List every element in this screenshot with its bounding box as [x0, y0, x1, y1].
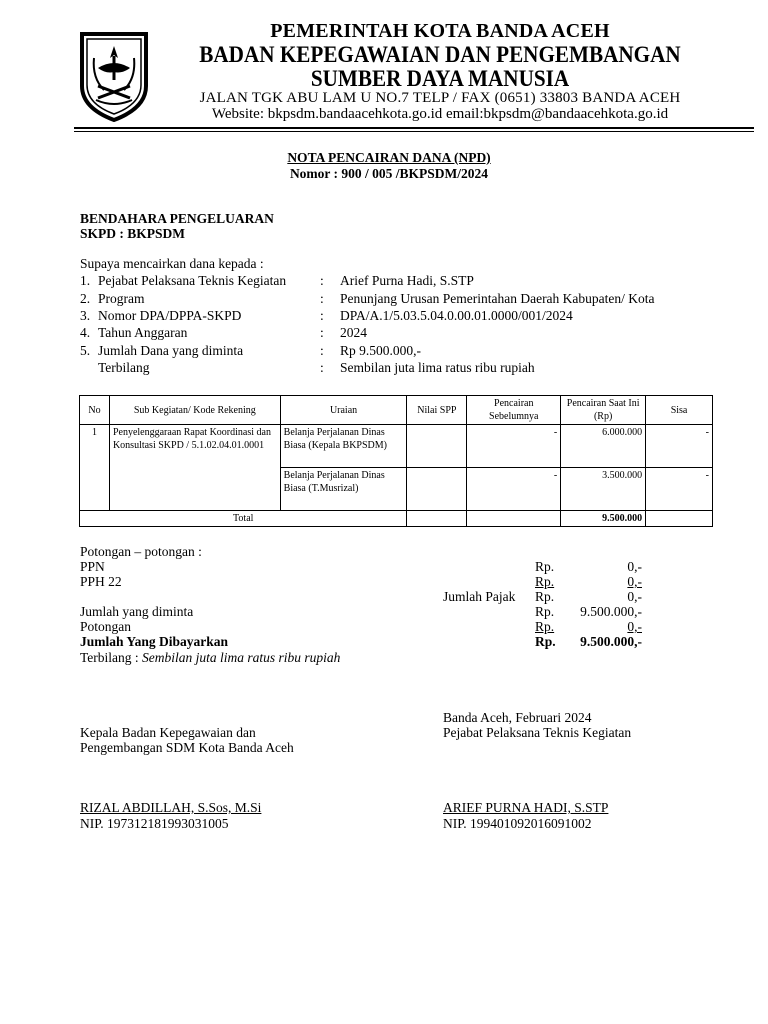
letterhead-address: JALAN TGK ABU LAM U NO.7 TELP / FAX (0651) 33803 BANDA ACEH — [199, 90, 681, 106]
potongan-currency: Rp. — [535, 619, 555, 634]
ppn-value: 0,- — [627, 559, 642, 574]
recipient-line1: BENDAHARA PENGELUARAN — [80, 211, 274, 226]
field-value: Arief Purna Hadi, S.STP — [340, 273, 474, 288]
field-value: 2024 — [340, 325, 367, 340]
sebelumnya-cell: - — [467, 425, 561, 468]
city-emblem-logo — [74, 28, 154, 122]
col-header-pencairan-saat-ini: Pencairan Saat Ini (Rp) — [561, 396, 646, 425]
sub-kegiatan-cell: Penyelenggaraan Rapat Koordinasi dan Konsultasi SKPD / 5.1.02.04.01.0001 — [109, 425, 280, 468]
field-no: 3. — [80, 308, 91, 323]
dibayarkan-label: Jumlah Yang Dibayarkan — [80, 634, 229, 649]
potongan-label: Potongan — [80, 619, 132, 634]
field-label: Pejabat Pelaksana Teknis Kegiatan — [98, 273, 287, 288]
col-header-no: No — [80, 396, 110, 425]
letterhead-website: Website: bkpsdm.bandaacehkota.go.id email:bkpsdm@bandaacehkota.go.id — [211, 106, 669, 122]
table-row — [80, 425, 713, 468]
col-header-pencairan-sebelumnya: Pencairan Sebelumnya — [467, 396, 561, 425]
sisa-cell: - — [646, 425, 713, 468]
jumlah-pajak-value: 0,- — [627, 589, 642, 604]
table-header-row — [80, 396, 713, 425]
jumlah-pajak-currency: Rp. — [535, 589, 555, 604]
sebelumnya-cell: - — [467, 468, 561, 511]
field-no: 2. — [80, 291, 91, 306]
dibayarkan-value: 9.500.000,- — [580, 634, 642, 649]
left-signatory-name: RIZAL ABDILLAH, S.Sos, M.Si — [80, 800, 262, 815]
field-sep: : — [320, 291, 324, 306]
diminta-value: 9.500.000,- — [580, 604, 642, 619]
field-label: Program — [98, 291, 145, 306]
document-number: Nomor : 900 / 005 /BKPSDM/2024 — [289, 166, 489, 181]
pph-label: PPH 22 — [80, 574, 122, 589]
col-header-nilai-spp: Nilai SPP — [407, 396, 467, 425]
row-number: 1 — [80, 425, 110, 468]
terbilang-line — [80, 650, 340, 666]
nilai-spp-cell — [407, 468, 467, 511]
col-header-sub-kegiatan: Sub Kegiatan/ Kode Rekening — [109, 396, 280, 425]
right-signatory-title: Pejabat Pelaksana Teknis Kegiatan — [443, 725, 632, 740]
field-sep: : — [320, 360, 324, 375]
field-value: Sembilan juta lima ratus ribu rupiah — [340, 360, 535, 375]
jumlah-pajak-label: Jumlah Pajak — [443, 589, 516, 604]
intro-text: Supaya mencairkan dana kepada : — [80, 256, 264, 271]
letterhead-line1: PEMERINTAH KOTA BANDA ACEH — [270, 20, 610, 42]
field-sep: : — [320, 325, 324, 340]
terbilang-label: Terbilang : — [80, 650, 143, 665]
document-title: NOTA PENCAIRAN DANA (NPD) — [287, 150, 491, 165]
field-sep: : — [320, 343, 324, 358]
saat-ini-cell: 3.500.000 — [561, 468, 646, 511]
field-label: Tahun Anggaran — [98, 325, 188, 340]
pph-currency: Rp. — [535, 574, 555, 589]
uraian-cell: Belanja Perjalanan Dinas Biasa (Kepala BKPSDM) — [280, 425, 407, 468]
left-signatory-title-1: Kepala Badan Kepegawaian dan — [80, 725, 256, 740]
field-no: 1. — [80, 273, 91, 288]
field-label: Jumlah Dana yang diminta — [98, 343, 244, 358]
field-label: Terbilang — [98, 360, 150, 375]
potongan-value: 0,- — [627, 619, 642, 634]
ppn-currency: Rp. — [535, 559, 555, 574]
sisa-cell: - — [646, 468, 713, 511]
npd-table — [79, 395, 713, 527]
right-signatory-nip: NIP. 199401092016091002 — [443, 816, 592, 831]
field-sep: : — [320, 308, 324, 323]
place-date: Banda Aceh, Februari 2024 — [443, 710, 592, 725]
nilai-spp-cell — [407, 425, 467, 468]
left-signatory-title-2: Pengembangan SDM Kota Banda Aceh — [80, 740, 294, 755]
table-total-row — [80, 511, 713, 527]
letterhead-line3: SUMBER DAYA MANUSIA — [310, 66, 570, 91]
field-no: 4. — [80, 325, 91, 340]
total-value: 9.500.000 — [561, 511, 646, 527]
diminta-label: Jumlah yang diminta — [80, 604, 194, 619]
col-header-uraian: Uraian — [280, 396, 407, 425]
field-value: Penunjang Urusan Pemerintahan Daerah Kabupaten/ Kota — [340, 291, 655, 306]
field-value: Rp 9.500.000,- — [340, 343, 421, 358]
letterhead-rule-thin — [74, 131, 754, 132]
letterhead-line2: BADAN KEPEGAWAIAN DAN PENGEMBANGAN — [199, 42, 681, 67]
potongan-heading: Potongan – potongan : — [80, 544, 202, 559]
ppn-label: PPN — [80, 559, 105, 574]
recipient-line2: SKPD : BKPSDM — [80, 226, 186, 241]
saat-ini-cell: 6.000.000 — [561, 425, 646, 468]
pph-value: 0,- — [627, 574, 642, 589]
total-label: Total — [80, 511, 407, 527]
terbilang-value: Sembilan juta lima ratus ribu rupiah — [142, 650, 341, 665]
dibayarkan-currency: Rp. — [535, 634, 556, 649]
left-signatory-nip: NIP. 197312181993031005 — [80, 816, 229, 831]
col-header-sisa: Sisa — [646, 396, 713, 425]
letterhead-rule-thick — [74, 127, 754, 129]
field-value: DPA/A.1/5.03.5.04.0.00.01.0000/001/2024 — [340, 308, 573, 323]
field-sep: : — [320, 273, 324, 288]
uraian-cell: Belanja Perjalanan Dinas Biasa (T.Musrizal) — [280, 468, 407, 511]
diminta-currency: Rp. — [535, 604, 555, 619]
right-signatory-name: ARIEF PURNA HADI, S.STP — [443, 800, 609, 815]
field-no: 5. — [80, 343, 91, 358]
table-row — [80, 468, 713, 511]
field-label: Nomor DPA/DPPA-SKPD — [98, 308, 242, 323]
